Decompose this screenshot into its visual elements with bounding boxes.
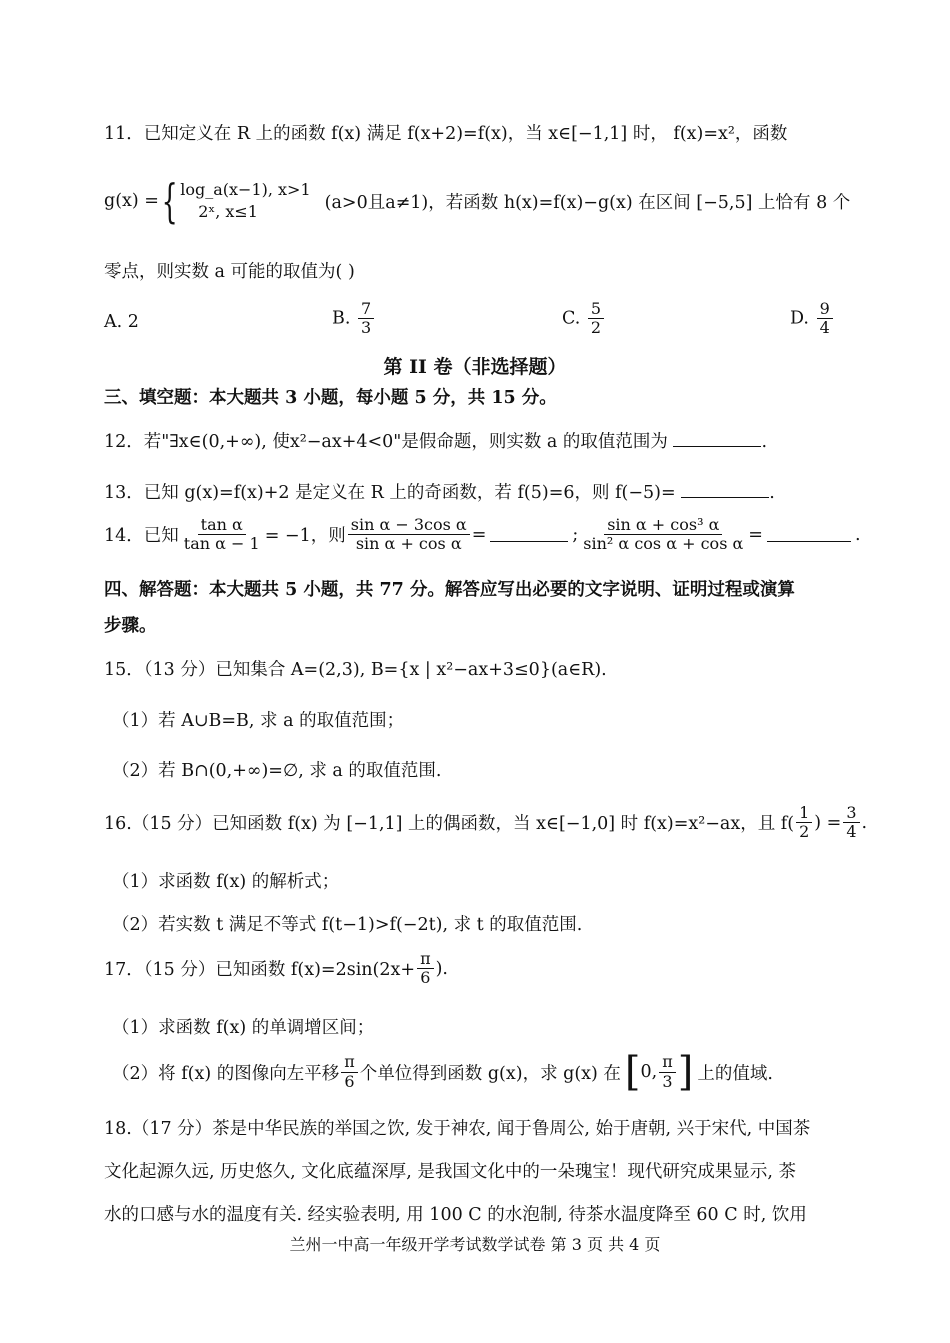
q17-p2-c: 上的值域.: [697, 1063, 773, 1084]
option-c-num: 5: [588, 300, 604, 319]
q16-half-den: 2: [799, 822, 810, 842]
section4-heading-line2: 步骤。: [104, 616, 157, 636]
q11-piecewise: [180, 179, 310, 222]
q16-stem-a: 16.（15 分）已知函数 f(x) 为 [−1,1] 上的偶函数，当 x∈[−1,0] 时 f(x)=x²−ax，且 f(: [104, 814, 795, 835]
q16-stem-c: .: [861, 812, 868, 833]
q17-stem: [104, 950, 448, 988]
section4-heading-line1: 四、解答题：本大题共 5 小题，共 77 分。解答应写出必要的文字说明、证明过程或演算: [104, 580, 795, 600]
q14-fraction-2: [348, 516, 470, 554]
q17-stem-b: ).: [435, 958, 448, 979]
q14: 14．已知 $\frac{\text{tan α}}{\text{tan α − 1}}$ = −1，则 $\frac{\text{sin α − 3cos α}}{\text{sin α + cos α}}$ = ; $\frac{\text{sin α + cos³ α}}{\text{sin² α cos α + cos α}}$ = .: [104, 515, 861, 554]
q11-case1: log_a(x−1), x>1: [180, 180, 311, 200]
q16-stem: [104, 804, 867, 842]
q14-fraction-1: [181, 516, 263, 554]
option-c-fraction: [588, 300, 604, 338]
q17-stem-a: 17．（15 分）已知函数 f(x)=2sin(2x+: [104, 960, 416, 981]
q14-f1-num: tan α: [198, 516, 246, 535]
option-d-num: 9: [817, 300, 833, 319]
right-bracket-icon: ]: [677, 1049, 694, 1095]
q16-half-num: 1: [796, 804, 812, 823]
q13-text: 13．已知 g(x)=f(x)+2 是定义在 R 上的奇函数，若 f(5)=6，则 f(−5)=: [104, 483, 676, 503]
q17-shift-fraction: [341, 1053, 358, 1091]
q14-answer-blank-2: [767, 527, 851, 542]
part2-title: 第 II 卷（非选择题）: [383, 356, 567, 378]
q11-option-c: [562, 300, 606, 338]
q17-interval-a: 0,: [640, 1062, 658, 1082]
q11-line2: [104, 174, 851, 228]
q11-line3: 零点，则实数 a 可能的取值为( ): [104, 262, 355, 282]
q17-interval-fraction: [659, 1053, 676, 1091]
q17-pi-num: π: [417, 950, 434, 969]
page-footer: 兰州一中高一年级开学考试数学试卷 第 3 页 共 4 页: [289, 1235, 661, 1254]
q18-line2: 文化起源久远, 历史悠久, 文化底蕴深厚, 是我国文化中的一朵瑰宝！现代研究成果显示, 茶: [104, 1162, 796, 1182]
q16-part2: （2）若实数 t 满足不等式 f(t−1)>f(−2t), 求 t 的取值范围.: [112, 915, 583, 935]
q11-option-d: [790, 300, 835, 338]
q11-option-a: [104, 312, 139, 332]
q16-value-num: 3: [843, 804, 859, 823]
q17-p2-b: 个单位得到函数 g(x)，求 g(x) 在: [359, 1063, 621, 1084]
q12-answer-blank: [673, 432, 761, 447]
q17-interval-den: 3: [662, 1071, 673, 1091]
q12-text: 12．若"∃x∈(0,+∞), 使x²−ax+4<0"是假命题，则实数 a 的取值范围为: [104, 432, 668, 452]
q14-f3-den: sin² α cos α + cos α: [583, 534, 744, 554]
q17-pi6-fraction: [417, 950, 434, 988]
option-c-label: C.: [562, 308, 581, 329]
q14-fraction-3: [580, 516, 746, 554]
q17-part2: [112, 1049, 773, 1095]
left-brace-icon: {: [161, 174, 178, 228]
option-b-num: 7: [358, 300, 374, 319]
q14-f3-num: sin α + cos³ α: [604, 516, 722, 535]
q11-g-label: g(x) =: [104, 191, 159, 211]
q13-answer-blank: [681, 483, 769, 498]
q12: 12．若"∃x∈(0,+∞), 使x²−ax+4<0"是假命题，则实数 a 的取值范围为 .: [104, 432, 768, 452]
left-bracket-icon: [: [624, 1049, 641, 1095]
q11-line1: 11．已知定义在 R 上的函数 f(x) 满足 f(x+2)=f(x)，当 x∈[−1,1] 时， f(x)=x²，函数: [104, 124, 788, 144]
q17-shift-den: 6: [344, 1071, 355, 1091]
q15-stem: 15．（13 分）已知集合 A=(2,3), B={x | x²−ax+3≤0}(a∈R).: [104, 660, 607, 680]
section3-heading: 三、填空题：本大题共 3 小题，每小题 5 分，共 15 分。: [104, 388, 557, 408]
q17-pi-den: 6: [420, 968, 431, 988]
q17-p2-a: （2）将 f(x) 的图像向左平移: [112, 1063, 340, 1084]
option-d-den: 4: [819, 318, 830, 338]
q18-line3: 水的口感与水的温度有关. 经实验表明, 用 100 C 的水泡制, 待茶水温度降至 60 C 时, 饮用: [104, 1205, 807, 1225]
option-b-den: 3: [361, 318, 372, 338]
q15-part2: （2）若 B∩(0,+∞)=∅, 求 a 的取值范围.: [112, 761, 442, 781]
q17-part1: （1）求函数 f(x) 的单调增区间；: [112, 1018, 375, 1038]
q18-line1: 18.（17 分）茶是中华民族的举国之饮, 发于神农, 闻于鲁周公, 始于唐朝, 兴于宋代, 中国茶: [104, 1119, 811, 1139]
option-d-label: D.: [790, 308, 809, 329]
q16-stem-b: ) =: [814, 812, 842, 833]
option-b-label: B.: [332, 308, 351, 329]
q13: 13．已知 g(x)=f(x)+2 是定义在 R 上的奇函数，若 f(5)=6，则 f(−5)= .: [104, 483, 775, 503]
option-d-fraction: [817, 300, 833, 338]
q11-case2: 2ˣ, x≤1: [198, 202, 258, 221]
q14-answer-blank-1: [490, 527, 568, 542]
q17-shift-num: π: [341, 1053, 358, 1072]
q16-value-den: 4: [846, 822, 857, 842]
q14-f1-den: tan α − 1: [183, 534, 260, 554]
q16-part1: （1）求函数 f(x) 的解析式；: [112, 872, 340, 892]
option-c-den: 2: [590, 318, 602, 338]
q14-f2-num: sin α − 3cos α: [348, 516, 470, 535]
q17-interval-num: π: [659, 1053, 676, 1072]
q14-f2-den: sin α + cos α: [355, 534, 462, 554]
option-a-label: A. 2: [104, 312, 139, 332]
q16-value-fraction: [843, 804, 859, 842]
q11-option-b: [332, 300, 376, 338]
q15-part1: （1）若 A∪B=B, 求 a 的取值范围；: [112, 711, 405, 731]
q16-half-fraction: [796, 804, 812, 842]
q14-mid: = −1，则: [264, 526, 346, 547]
q14-prefix: 14．已知: [104, 526, 179, 547]
q11-line2-rest: (a>0且a≠1)，若函数 h(x)=f(x)−g(x) 在区间 [−5,5] 上恰有 8 个: [324, 192, 851, 213]
option-b-fraction: [358, 300, 374, 338]
